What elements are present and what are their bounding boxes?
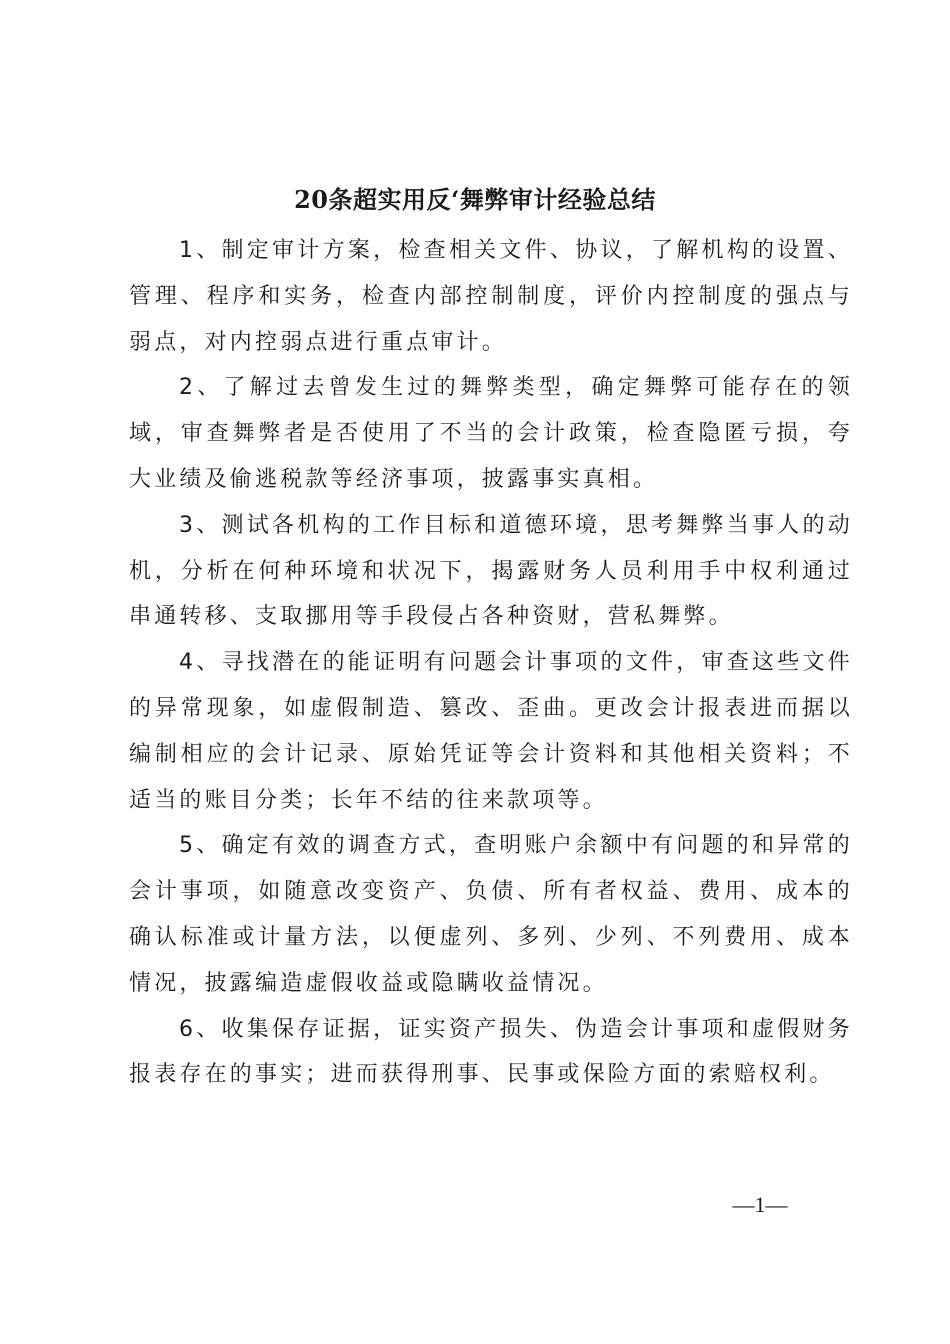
paragraph-4: 4、寻找潜在的能证明有问题会计事项的文件，审查这些文件的异常现象，如虚假制造、篡改、歪曲。更改会计报表进而据以编制相应的会计记录、原始凭证等会计资料和其他相关资料；不适当的账目分类；长年不结的往来款项等。 — [129, 650, 853, 813]
paragraph-3: 3、测试各机构的工作目标和道德环境，思考舞弊当事人的动机，分析在何种环境和状况下，揭露财务人员利用手中权利通过串通转移、支取挪用等手段侵占各种资财，营私舞弊。 — [129, 512, 853, 630]
page-number: —1— — [732, 1192, 788, 1217]
document-title: 20条超实用反‘舞弊审计经验总结 — [294, 185, 656, 214]
paragraph-6: 6、收集保存证据，证实资产损失、伪造会计事项和虚假财务报表存在的事实；进而获得刑事、民事或保险方面的索赔权利。 — [129, 1016, 853, 1088]
document-body — [129, 228, 853, 1098]
paragraph-2: 2、了解过去曾发生过的舞弊类型，确定舞弊可能存在的领域，审查舞弊者是否使用了不当的会计政策，检查隐匿亏损，夸大业绩及偷逃税款等经济事项，披露事实真相。 — [129, 375, 853, 492]
paragraph-1: 1、制定审计方案，检查相关文件、协议，了解机构的设置、管理、程序和实务，检查内部控制制度，评价内控制度的强点与弱点，对内控弱点进行重点审计。 — [129, 238, 853, 355]
paragraph-5: 5、确定有效的调查方式，查明账户余额中有问题的和异常的会计事项，如随意改变资产、负债、所有者权益、费用、成本的确认标准或计量方法，以便虚列、多列、少列、不列费用、成本情况，披露编造虚假收益或隐瞒收益情况。 — [129, 833, 853, 996]
